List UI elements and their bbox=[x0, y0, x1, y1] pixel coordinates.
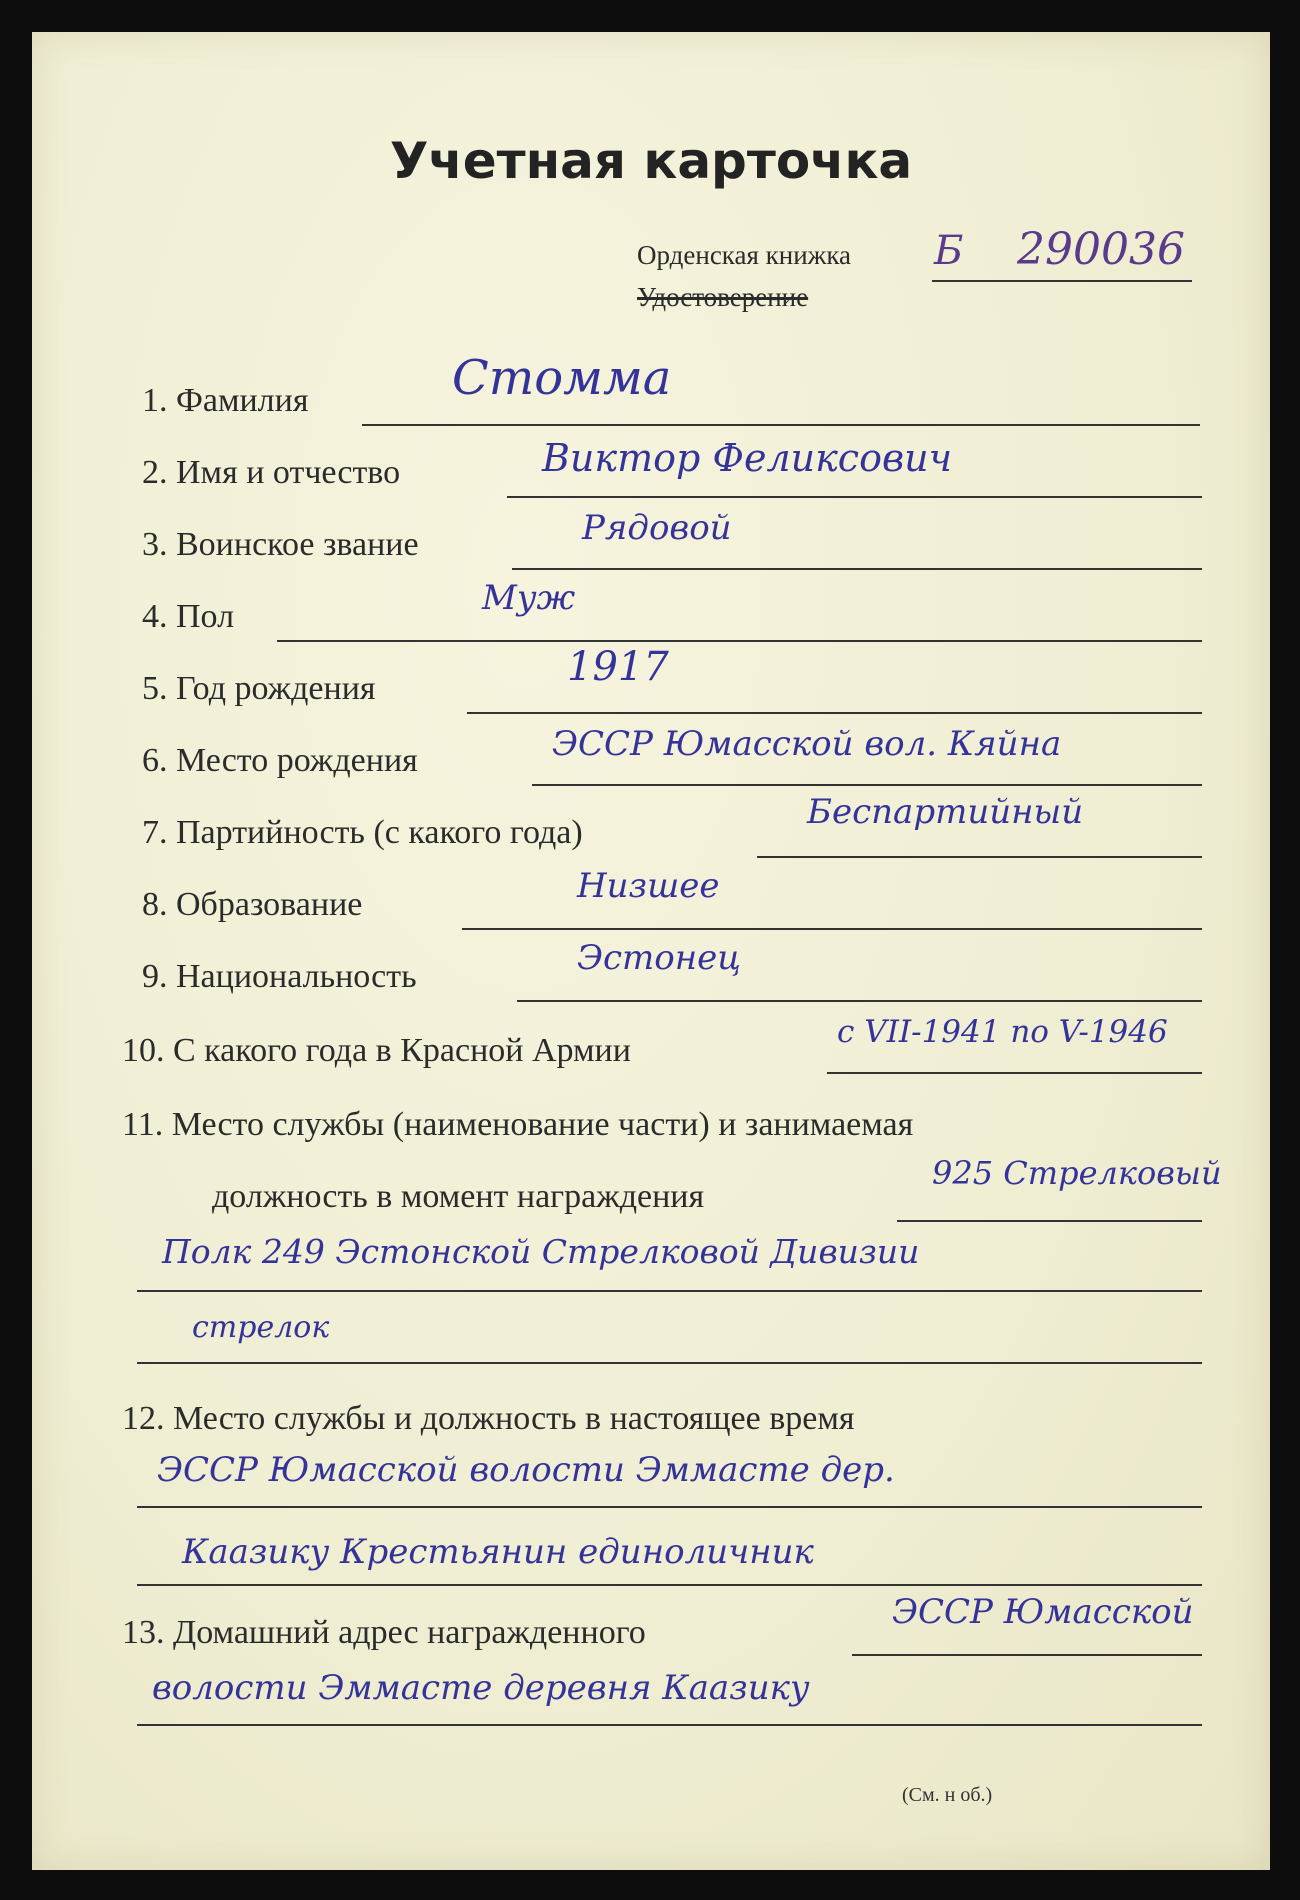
field-education-value: Низшее bbox=[577, 866, 720, 906]
field-name-label: 2. Имя и отчество bbox=[142, 454, 401, 491]
field-service-place-value-1: 925 Стрелковый bbox=[932, 1154, 1222, 1192]
order-book-label: Орденская книжка bbox=[637, 240, 852, 270]
order-book-number: 290036 bbox=[1017, 224, 1185, 275]
field-service-place-value-3: стрелок bbox=[192, 1310, 330, 1345]
field-nationality-label: 9. Национальность bbox=[142, 958, 417, 995]
field-sex-value: Муж bbox=[482, 578, 576, 618]
field-name-value: Виктор Феликсович bbox=[542, 436, 953, 480]
field-service-place-value-2: Полк 249 Эстонской Стрелковой Дивизии bbox=[162, 1232, 920, 1271]
field-birthplace-value: ЭССР Юмасской вол. Кяйна bbox=[552, 724, 1062, 764]
field-birthyear-value: 1917 bbox=[567, 644, 669, 690]
field-home-address-line-2 bbox=[137, 1724, 1202, 1726]
field-rank-line bbox=[512, 568, 1202, 570]
field-birthyear-line bbox=[467, 712, 1202, 714]
field-army-since-line bbox=[827, 1072, 1202, 1074]
field-surname-line bbox=[362, 424, 1200, 426]
card-title: Учетная карточка bbox=[389, 132, 913, 190]
field-home-address-value-1: ЭССР Юмасской bbox=[892, 1592, 1194, 1632]
certificate-label-struck: Удостоверение bbox=[637, 282, 809, 312]
field-party-line bbox=[757, 856, 1202, 858]
field-army-since-value: с VII-1941 по V-1946 bbox=[837, 1014, 1168, 1050]
field-service-place-line-3 bbox=[137, 1362, 1202, 1364]
field-rank-value: Рядовой bbox=[582, 508, 732, 548]
field-birthplace-line bbox=[532, 784, 1202, 786]
field-home-address-line-1 bbox=[852, 1654, 1202, 1656]
field-surname-value: Стомма bbox=[452, 350, 672, 406]
field-current-service-value-1: ЭССР Юмасской волости Эммасте дер. bbox=[157, 1450, 895, 1490]
field-education-line bbox=[462, 928, 1202, 930]
field-service-place-line-2 bbox=[137, 1290, 1202, 1292]
field-nationality-line bbox=[517, 1000, 1202, 1002]
field-name-line bbox=[507, 496, 1202, 498]
field-party-label: 7. Партийность (с какого года) bbox=[142, 814, 583, 851]
field-sex-line bbox=[277, 640, 1202, 642]
field-current-service-line-1 bbox=[137, 1506, 1202, 1508]
footer-see-reverse-note: (См. н об.) bbox=[902, 1784, 993, 1806]
field-rank-label: 3. Воинское звание bbox=[142, 526, 419, 563]
field-birthyear-label: 5. Год рождения bbox=[142, 670, 376, 707]
field-current-service-line-2 bbox=[137, 1584, 1202, 1586]
field-current-service-label: 12. Место службы и должность в настоящее время bbox=[122, 1400, 855, 1437]
field-birthplace-label: 6. Место рождения bbox=[142, 742, 418, 779]
field-service-place-label-1: 11. Место службы (наименование части) и занимаемая bbox=[122, 1106, 914, 1143]
field-army-since-label: 10. С какого года в Красной Армии bbox=[122, 1032, 631, 1069]
field-surname-label: 1. Фамилия bbox=[142, 382, 309, 419]
order-book-underline bbox=[932, 280, 1192, 282]
field-education-label: 8. Образование bbox=[142, 886, 363, 923]
field-service-place-label-2: должность в момент награждения bbox=[212, 1178, 705, 1215]
order-book-series: Б bbox=[934, 228, 964, 274]
field-service-place-line-1 bbox=[897, 1220, 1202, 1222]
award-record-card bbox=[32, 32, 1270, 1870]
field-sex-label: 4. Пол bbox=[142, 598, 235, 635]
field-party-value: Беспартийный bbox=[807, 792, 1084, 832]
field-nationality-value: Эстонец bbox=[577, 938, 742, 978]
field-home-address-value-2: волости Эммасте деревня Каазику bbox=[152, 1668, 810, 1708]
field-home-address-label: 13. Домашний адрес награжденного bbox=[122, 1614, 646, 1651]
field-current-service-value-2: Каазику Крестьянин единоличник bbox=[182, 1532, 814, 1572]
